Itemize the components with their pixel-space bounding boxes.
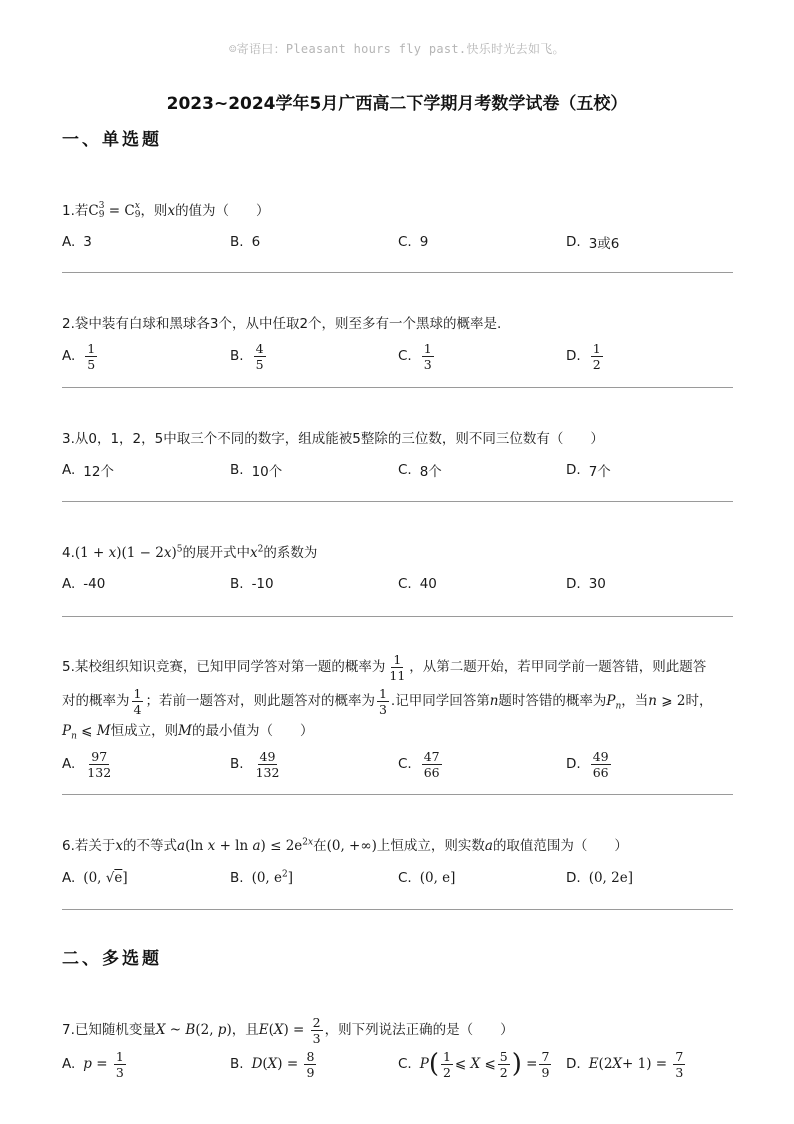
section-multiple-choice: 二、多选题 <box>62 949 162 969</box>
divider <box>62 909 733 910</box>
option-c[interactable]: C. 40 <box>398 576 437 592</box>
option-d[interactable]: D. E (2 X + 1) = $\frac{7}{3}$ <box>566 1048 684 1080</box>
option-d[interactable]: D. 3或6 <box>566 234 620 252</box>
option-c[interactable]: C. P ( $\frac{1}{2}$ ⩽ X ⩽ $\frac{5}{2}$ ) = $\frac{7}{9}$ <box>398 1048 550 1080</box>
divider <box>62 616 733 617</box>
question-7-stem: 7.已知随机变量X ~ B(2, p)，且E(X) = $\frac{2}{3}$ ，则下列说法正确的是（ ） <box>62 1014 514 1046</box>
option-d[interactable]: D. (0, 2e] <box>566 870 633 886</box>
question-6-options <box>62 858 734 898</box>
option-a[interactable]: A. (0, √e] <box>62 870 128 886</box>
option-b[interactable]: B. $\frac{4}{5}$ <box>230 340 264 372</box>
divider <box>62 501 733 502</box>
question-2-stem: 2.袋中装有白球和黑球各3个，从中任取2个，则至多有一个黑球的概率是. <box>62 316 502 332</box>
option-b[interactable]: B. 6 <box>230 234 261 250</box>
option-c[interactable]: C. 8个 <box>398 462 442 480</box>
question-3-options <box>62 450 734 490</box>
option-b[interactable]: B. $\frac{49}{132}$ <box>230 748 280 780</box>
option-a[interactable]: A. p = $\frac{1}{3}$ <box>62 1048 124 1080</box>
exam-title: 2023~2024学年5月广西高二下学期月考数学试卷（五校） <box>166 94 628 114</box>
option-d[interactable]: D. 7个 <box>566 462 611 480</box>
question-2-options <box>62 336 734 376</box>
option-a[interactable]: A. 3 <box>62 234 92 250</box>
option-b[interactable]: B. D ( X ) = $\frac{8}{9}$ <box>230 1048 315 1080</box>
question-5-stem: 5.某校组织知识竞赛，已知甲同学答对第一题的概率为 $\frac{1}{11}$ ，从第二题开始，若甲同学前一题答错，则此题答 对的概率为 $\frac{1}{4}$ ；若前一题答对，则此题答对的概率为 $\frac{1}{3}$ .记甲同学回答第n题时答错的概率为$P_n$，当n ⩾ 2时， $P_n$ ⩽ M恒成立，则M的最小值为（ ） <box>62 651 713 742</box>
option-c[interactable]: C. $\frac{47}{66}$ <box>398 748 440 780</box>
option-a[interactable]: A. $\frac{1}{5}$ <box>62 340 96 372</box>
option-a[interactable]: A. 12个 <box>62 462 114 480</box>
question-1-options <box>62 222 734 262</box>
question-4-options <box>62 564 734 604</box>
option-b[interactable]: B. (0, $e^2$] <box>230 869 294 886</box>
option-b[interactable]: B. 10个 <box>230 462 283 480</box>
option-d[interactable]: D. 30 <box>566 576 606 592</box>
question-5-options <box>62 744 734 784</box>
option-c[interactable]: C. (0, e] <box>398 870 456 886</box>
option-b[interactable]: B. -10 <box>230 576 274 592</box>
question-6-stem: 6.若关于x的不等式a(ln $x + \ln a) \le 2e^{2x}$在(0, +∞)上恒成立，则实数a的取值范围为（ ） <box>62 837 628 854</box>
divider <box>62 272 733 273</box>
divider <box>62 794 733 795</box>
option-d[interactable]: D. $\frac{49}{66}$ <box>566 748 609 780</box>
question-1-stem: 1.若C 3 9 = C x 9 ，则x的值为（ ） <box>62 201 270 220</box>
question-3-stem: 3.从0，1，2，5中取三个不同的数字，组成能被5整除的三位数，则不同三位数有（ ） <box>62 431 604 447</box>
option-c[interactable]: C. $\frac{1}{3}$ <box>398 340 432 372</box>
header-motto: ☺寄语曰：Pleasant hours fly past.快乐时光去如飞。 <box>229 42 565 56</box>
question-4-stem: $4.(1 + x)(1 - 2x)^5$的展开式中$x^2$的系数为 <box>62 544 318 561</box>
option-a[interactable]: A. -40 <box>62 576 106 592</box>
question-7-options <box>62 1044 734 1084</box>
option-c[interactable]: C. 9 <box>398 234 429 250</box>
section-single-choice: 一、单选题 <box>62 130 162 150</box>
divider <box>62 387 733 388</box>
option-a[interactable]: A. $\frac{97}{132}$ <box>62 748 112 780</box>
option-d[interactable]: D. $\frac{1}{2}$ <box>566 340 601 372</box>
